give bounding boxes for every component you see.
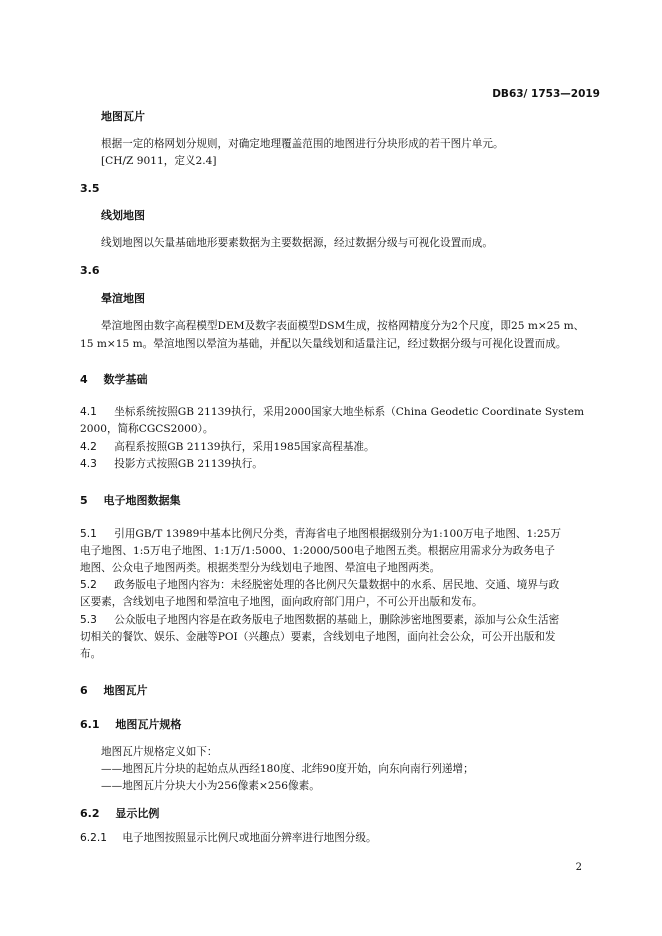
subsection-6-2-number: 6.2: [80, 807, 100, 820]
clause-5-1-text-line2: 电子地图、1:5万电子地图、1:1万/1:5000、1:2000/500电子地图五类。根据应用需求分为政务电子: [80, 545, 555, 557]
subsection-6-1-number: 6.1: [80, 718, 100, 731]
clause-5-3-text-line3: 布。: [80, 648, 102, 660]
clause-4-1-text-line2: 2000，简称CGCS2000）。: [80, 423, 214, 435]
clause-5-1-number: 5.1: [80, 528, 97, 540]
clause-6-2-1-number: 6.2.1: [80, 832, 107, 844]
section-6-number: 6: [80, 684, 88, 697]
clause-5-3-number: 5.3: [80, 614, 97, 626]
subsection-6-1-heading: [80, 716, 181, 733]
term-shaded-map-definition-line2: 15 m×15 m。晕渲地图以晕渲为基础，并配以矢量线划和适量注记，经过数据分级与可视化设置而成。: [80, 338, 567, 350]
term-line-map: 线划地图: [101, 209, 145, 222]
clause-6-2-1: [80, 830, 377, 847]
term-shaded-map: 晕渲地图: [101, 292, 145, 305]
clause-3-5-number: 3.5: [80, 182, 100, 195]
subsection-6-1-bullet-1: ——地图瓦片分块的起始点从西经180度、北纬90度开始，向东向南行列递增；: [101, 763, 474, 775]
clause-4-2-number: 4.2: [80, 441, 97, 453]
section-4-number: 4: [80, 373, 88, 386]
clause-6-2-1-text: 电子地图按照显示比例尺或地面分辨率进行地图分级。: [122, 832, 377, 844]
section-5-heading: [80, 492, 181, 509]
document-number: DB63/ 1753—2019: [492, 88, 600, 100]
clause-5-2-number: 5.2: [80, 579, 97, 591]
clause-4-1-text: 坐标系统按照GB 21139执行，采用2000国家大地坐标系（China Geodetic Coordinate System: [114, 406, 585, 418]
clause-5-2-text-line2: 区要素，含线划电子地图和晕渲电子地图，面向政府部门用户，不可公开出版和发布。: [80, 596, 483, 608]
clause-4-2-text: 高程系按照GB 21139执行，采用1985国家高程基准。: [114, 441, 375, 453]
clause-5-3-text-line2: 切相关的餐饮、娱乐、金融等POI（兴趣点）要素，含线划电子地图，面向社会公众，可公开出版和发: [80, 631, 556, 643]
term-line-map-definition: 线划地图以矢量基础地形要素数据为主要数据源，经过数据分级与可视化设置而成。: [101, 237, 493, 249]
clause-5-3: [80, 612, 559, 629]
clause-4-2: [80, 439, 375, 456]
page-number: 2: [575, 862, 582, 873]
clause-5-2-text-line1: 政务版电子地图内容为：未经脱密处理的各比例尺矢量数据中的水系、居民地、交通、境界与政: [114, 579, 560, 591]
subsection-6-1-intro: 地图瓦片规格定义如下：: [101, 746, 218, 758]
clause-3-6-number: 3.6: [80, 264, 100, 277]
subsection-6-1-title: 地图瓦片规格: [115, 718, 182, 731]
clause-5-1-text-line1: 引用GB/T 13989中基本比例尺分类，青海省电子地图根据级别分为1:100万电子地图、1:25万: [114, 528, 561, 540]
section-6-title: 地图瓦片: [103, 684, 148, 697]
section-4-title: 数学基础: [103, 373, 148, 386]
clause-4-3-number: 4.3: [80, 458, 97, 470]
term-map-tile: 地图瓦片: [101, 110, 145, 123]
subsection-6-2-heading: [80, 805, 159, 822]
term-shaded-map-definition-line1: 晕渲地图由数字高程模型DEM及数字表面模型DSM生成，按格网精度分为2个尺度，即25 m×25 m、: [101, 320, 585, 332]
subsection-6-1-bullet-2: ——地图瓦片分块大小为256像素×256像素。: [101, 780, 320, 792]
section-5-title: 电子地图数据集: [103, 494, 181, 507]
clause-5-2: [80, 577, 559, 594]
clause-5-1: [80, 526, 561, 543]
subsection-6-2-title: 显示比例: [115, 807, 160, 820]
section-6-heading: [80, 682, 148, 699]
clause-5-3-text-line1: 公众版电子地图内容是在政务版电子地图数据的基础上，删除涉密地图要素，添加与公众生活密: [114, 614, 560, 626]
term-map-tile-source: [CH/Z 9011，定义2.4]: [101, 155, 217, 167]
section-5-number: 5: [80, 494, 88, 507]
term-map-tile-definition: 根据一定的格网划分规则，对确定地理覆盖范围的地图进行分块形成的若干图片单元。: [101, 138, 504, 150]
clause-4-1: [80, 404, 584, 421]
clause-4-1-number: 4.1: [80, 406, 97, 418]
clause-4-3-text: 投影方式按照GB 21139执行。: [114, 458, 263, 470]
section-4-heading: [80, 371, 148, 388]
clause-5-1-text-line3: 地图、公众电子地图两类。根据类型分为线划电子地图、晕渲电子地图两类。: [80, 562, 441, 574]
clause-4-3: [80, 456, 263, 473]
